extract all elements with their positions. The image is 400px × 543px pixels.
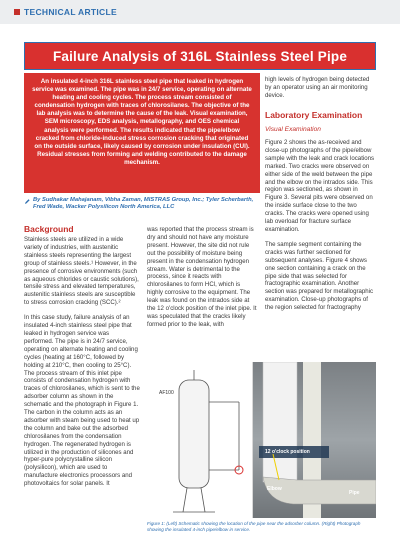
- column-2: [147, 226, 257, 336]
- schematic-label: AF100: [159, 390, 174, 396]
- square-bullet-icon: [14, 9, 20, 15]
- visual-exam-heading: Visual Examination: [265, 126, 321, 133]
- visual-paragraph-2: The sample segment containing the cracks was further sectioned for subsequent analyses. Figure 4 shows one section containing a crack on the pipe side that was selected for fractographic examination. Another section was prepared for metallographic examination. Close-up photographs of the region selected for fractography: [265, 240, 374, 312]
- byline: [24, 197, 260, 212]
- pen-icon: [24, 198, 30, 205]
- section-tag: [14, 7, 117, 17]
- article-title: Failure Analysis of 316L Stainless Steel Pipe: [52, 48, 348, 64]
- photo-panel: [253, 362, 376, 518]
- article-title-box: [24, 42, 376, 70]
- adsorber-schematic: [147, 362, 253, 518]
- column-3: [265, 139, 376, 319]
- background-paragraph-1: Stainless steels are utilized in a wide variety of industries, with austenitic stainless steels representing the largest group of stainless steels.¹ However, in the presence of corrosive environments (such as aqueous chlorides or caustic solutions), tensile stress and elevated temperatures, austenitic stainless steels are susceptible to stress corrosion cracking (SCC).²: [24, 236, 139, 307]
- column-1: [24, 236, 140, 495]
- figure-1: [147, 362, 376, 518]
- section-tag-label: TECHNICAL ARTICLE: [24, 7, 117, 17]
- clock-position-label: 12 o'clock position: [265, 449, 310, 455]
- lab-exam-heading: Laboratory Examination: [265, 110, 363, 120]
- visual-paragraph-1: Figure 2 shows the as-received and close-up photographs of the pipe/elbow sample with the leak and crack locations marked. Two cracks were observed on either side of the weld between the pipe and the elbow on the intrados side. This region was sectioned, as shown in Figure 3. Several pits were observed on the inside surface close to the two cracks. The cracks were opened using lab overload for fracture surface examination.: [265, 139, 375, 233]
- column-2-paragraph: was reported that the process stream is dry and should not have any moisture present. However, the site did not rule out the possibility of moisture being present in the condensation hydrogen stream. Water is detrimental to the process, since it reacts with chlorosilanes to form HCl, which is highly corrosive to the equipment. The leak was found on the intrados side at the 12 o'clock position of the inlet pipe. It was speculated that the cracks likely formed prior to the leak, with: [147, 226, 257, 328]
- byline-text: By Sudhakar Mahajanam, Vibha Zaman, MISTRAS Group, Inc.; Tyler Scherbarth, Fred Wade, Wacker Polysilicon North America, LLC: [33, 197, 254, 211]
- column-3-intro-text: high levels of hydrogen being detected by an operator using an air monitoring device.: [265, 76, 370, 99]
- schematic-panel: [147, 362, 253, 518]
- elbow-label: Elbow: [267, 486, 282, 492]
- pipe-label: Pipe: [349, 490, 360, 496]
- abstract-box: [24, 73, 260, 193]
- figure-1-caption: Figure 1: (Left) Schematic showing the location of the pipe near the adsorber column. (Right) Photograph showing the insulated 4-inch pipe/elbow in service.: [147, 521, 361, 532]
- background-paragraph-2: In this case study, failure analysis of an insulated 4-inch stainless steel pipe that leaked in hydrogen service was performed. The pipe is in 24/7 service, operating on alternate heating and cooling cycles (heating at 160°C, followed by holding at 210°C, then cooling to 25°C). The process stream of this inlet pipe consists of condensation hydrogen with traces of chlorosilanes, which is sent to the adsorber column as shown in the schematic and the photograph in Figure 1. The carbon in the column acts as an adsorber with steam being used to heat up the column and bake out the adsorbed chlorosilanes from the condensation hydrogen. The regenerated hydrogen is utilized in the production of silicones and hyper-pure polycrystalline silicon (polysilicon), which are used to manufacture electronics processors and photovoltaics for solar panels. It: [24, 314, 140, 488]
- background-heading: Background: [24, 224, 74, 234]
- column-3-intro: [265, 76, 376, 107]
- abstract-text: An insulated 4-inch 316L stainless steel pipe that leaked in hydrogen service was examined. The pipe was in 24/7 service, operating on alternate heating and cooling cycles. The process stream consisted of condensation hydrogen with traces of chlorosilanes. The objective of the lab analysis was to determine the cause of the leak. Visual examination, SEM microscopy, EDS analysis, metallography, and OES chemical analysis were performed. The results indicated that the pipe/elbow cracked from chloride-induced stress corrosion cracking that originated on the outside surface, likely caused by corrosion under insulation (CUI). Residual stresses from forming and welding contributed to the damage mechanism.: [32, 78, 252, 166]
